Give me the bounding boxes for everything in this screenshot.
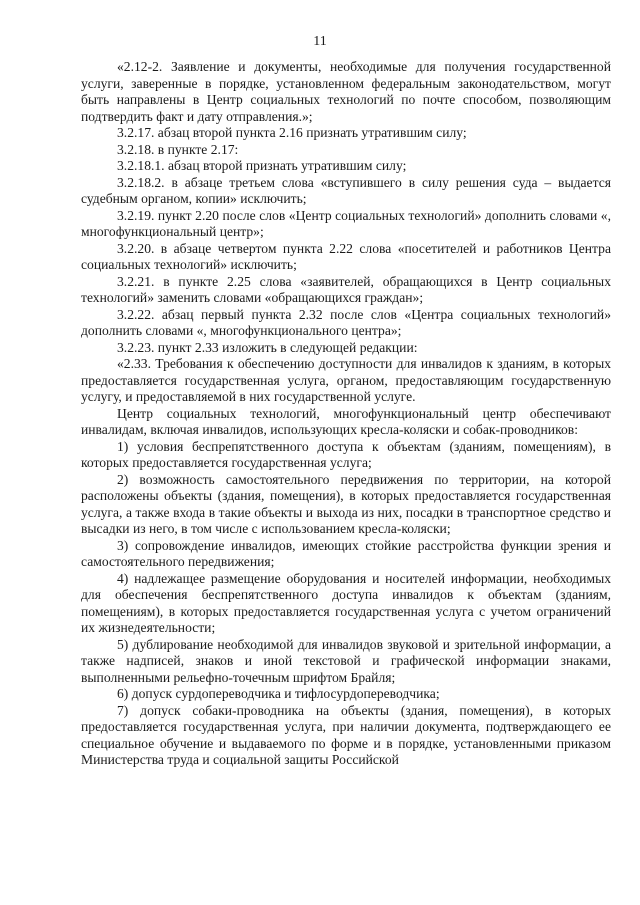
paragraph-3-2-18-2: 3.2.18.2. в абзаце третьем слова «вступившего в силу решения суда – выдается судебным органом, копии» исключить; — [81, 174, 611, 206]
paragraph-3-2-23: 3.2.23. пункт 2.33 изложить в следующей редакции: — [117, 339, 418, 355]
list-item-4: 4) надлежащее размещение оборудования и носителей информации, необходимых для обеспечения беспрепятственного доступа инвалидов к объектам (зданиям, помещениям), в которых предоставляется государственная услуга с учетом ограничений их жизнедеятельности; — [81, 570, 611, 635]
paragraph-centers-provide: Центр социальных технологий, многофункциональный центр обеспечивают инвалидам, включая инвалидов, использующих кресла-коляски и собак-проводников: — [81, 405, 611, 437]
paragraph-3-2-18: 3.2.18. в пункте 2.17: — [117, 141, 239, 157]
list-item-5: 5) дублирование необходимой для инвалидов звуковой и зрительной информации, а также надписей, знаков и иной текстовой и графической информации знаками, выполненными рельефно-точечным шрифтом Брайля; — [81, 636, 611, 685]
paragraph-2-12-2: «2.12-2. Заявление и документы, необходимые для получения государственной услуги, заверенные в порядке, установленном федеральным законодательством, могут быть направлены в Центр социальных технологий по почте способом, позволяющим подтвердить факт и дату отправления.»; — [81, 59, 611, 124]
paragraph-3-2-21: 3.2.21. в пункте 2.25 слова «заявителей, обращающихся в Центр социальных технологий» заменить словами «обращающихся граждан»; — [81, 273, 611, 305]
paragraph-3-2-20: 3.2.20. в абзаце четвертом пункта 2.22 слова «посетителей и работников Центра социальных технологий» исключить; — [81, 240, 611, 272]
list-item-6: 6) допуск сурдопереводчика и тифлосурдопереводчика; — [117, 686, 440, 701]
paragraph-2-33: «2.33. Требования к обеспечению доступности для инвалидов к зданиям, в которых предоставляется государственная услуга, органом, предоставляющим государственную услугу, и предоставляемой в них государственной услуге. — [81, 356, 611, 404]
list-item-3: 3) сопровождение инвалидов, имеющих стойкие расстройства функции зрения и самостоятельного передвижения; — [81, 537, 611, 569]
list-item-1: 1) условия беспрепятственного доступа к объектам (зданиям, помещениям), в которых предоставляется государственная услуга; — [81, 438, 611, 470]
paragraph-3-2-17: 3.2.17. абзац второй пункта 2.16 признать утратившим силу; — [117, 125, 467, 140]
document-body — [81, 59, 611, 769]
list-item-2: 2) возможность самостоятельного передвижения по территории, на которой расположены объекты (здания, помещения), в которых предоставляется государственная услуга, а также входа в такие объекты и выхода из них, посадки в транспортное средство и высадки из него, в том числе с использованием кресла-коляски; — [81, 471, 611, 536]
paragraph-3-2-22: 3.2.22. абзац первый пункта 2.32 после слов «Центра социальных технологий» дополнить словами «, многофункционального центра»; — [81, 306, 611, 338]
paragraph-3-2-19: 3.2.19. пункт 2.20 после слов «Центр социальных технологий» дополнить словами «, многофункциональный центр»; — [81, 207, 611, 239]
paragraph-3-2-18-1: 3.2.18.1. абзац второй признать утратившим силу; — [117, 158, 407, 173]
list-item-7: 7) допуск собаки-проводника на объекты (здания, помещения), в которых предоставляется государственная услуга, при наличии документа, подтверждающего ее специальное обучение и выдаваемого по форме и в порядке, установленными приказом Министерства труда и социальной защиты Российской — [81, 702, 611, 767]
page-number: 11 — [313, 34, 327, 49]
